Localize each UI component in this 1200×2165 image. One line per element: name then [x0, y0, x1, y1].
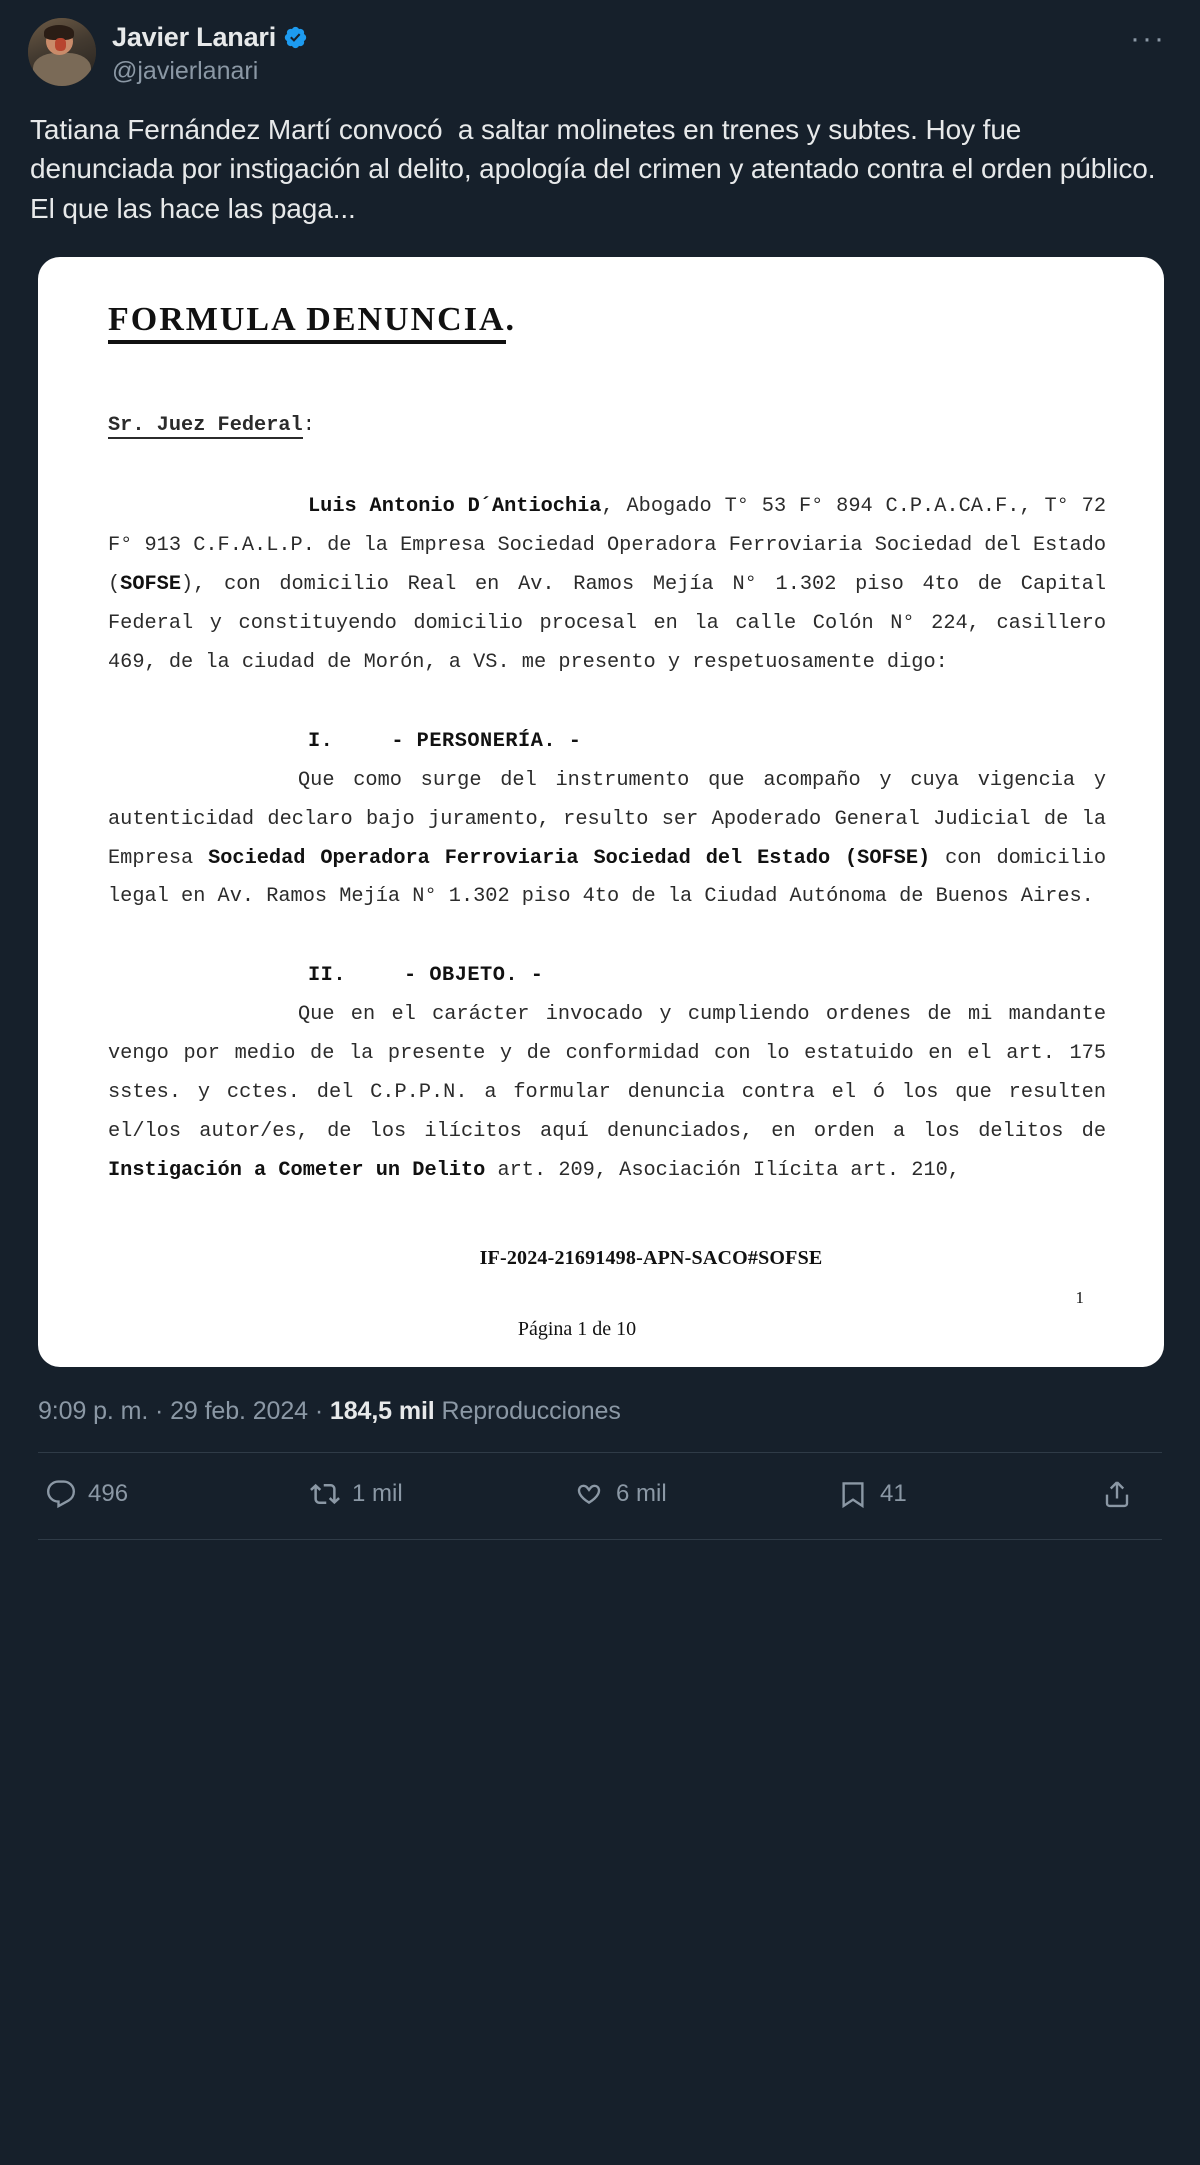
tweet-header: [0, 0, 1200, 88]
section-2-body-a: Que en el carácter invocado y cumpliendo ordenes de mi mandante vengo por medio de la presente y de conformidad con lo estatuido en el art. 175 sstes. y cctes. del C.P.P.N. a formular denuncia contra el ó los que resulten el/los autor/es, de los ilícitos aquí denunciados, en orden a los delitos de: [108, 1003, 1106, 1144]
salutation-colon: :: [302, 413, 315, 437]
share-button[interactable]: [1102, 1479, 1144, 1509]
verified-badge-icon: [283, 25, 308, 50]
display-name-row: [112, 22, 1130, 53]
avatar-body: [33, 53, 90, 86]
document-page-label: Página 1 de 10: [517, 1318, 637, 1341]
avatar[interactable]: [28, 18, 96, 86]
meta-separator: ·: [314, 1397, 324, 1426]
document-title-period: .: [505, 300, 516, 338]
section-1-title: - PERSONERÍA. -: [391, 729, 582, 753]
views-label[interactable]: Reproducciones: [441, 1397, 621, 1426]
tweet-time: 9:09 p. m.: [38, 1397, 149, 1426]
sofse-acronym: SOFSE: [120, 572, 182, 596]
attorney-credentials: , Abogado T° 53 F° 894 C.P.A.CA.F., T° 72 F° 913 C.F.A.L.P. de la Empresa Sociedad Operadora Ferroviaria Sociedad del Estado (: [108, 494, 1106, 596]
tweet-date: 29 feb. 2024: [170, 1397, 308, 1426]
section-1-body-c: con domicilio legal en Av. Ramos Mejía N° 1.302 piso 4to de la Ciudad Autónoma de Buenos Aires.: [108, 846, 1106, 909]
document-page-marker: 1: [1075, 1288, 1084, 1308]
document-title: [108, 301, 1112, 339]
bookmark-button[interactable]: [838, 1479, 1102, 1509]
document-if-code: IF-2024-21691498-APN-SACO#SOFSE: [479, 1247, 823, 1270]
retweet-icon: [310, 1479, 340, 1509]
document-body: [80, 407, 1112, 1191]
tweet-text: Tatiana Fernández Martí convocó a saltar molinetes en trenes y subtes. Hoy fue denunciada por instigación al delito, apología del crimen y atentado contra el orden público. El que las hace las paga...: [30, 113, 1164, 225]
bookmark-icon: [838, 1479, 868, 1509]
tweet-actions: [0, 1453, 1200, 1509]
reply-count: 496: [88, 1480, 129, 1508]
section-2-bold-offense: Instigación a Cometer un Delito: [108, 1159, 486, 1183]
section-2-heading: [108, 957, 1106, 996]
meta-separator: ·: [155, 1397, 164, 1426]
attorney-domicile: ), con domicilio Real en Av. Ramos Mejía N° 1.302 piso 4to de Capital Federal y constituyendo domicilio procesal en la calle Colón N° 224, casillero 469, de la ciudad de Morón, a VS. me presento y respetuosamente digo:: [108, 572, 1106, 674]
section-2-numeral: II.: [308, 964, 347, 988]
retweet-button[interactable]: [310, 1479, 574, 1509]
section-1-heading: [108, 723, 1106, 762]
views-count[interactable]: 184,5 mil: [329, 1397, 435, 1426]
salutation-text: Sr. Juez Federal: [108, 413, 303, 437]
section-1-bold-entity: Sociedad Operadora Ferroviaria Sociedad del Estado (SOFSE): [208, 846, 931, 870]
document-footer: [80, 1247, 1112, 1341]
document-paragraph-presentation: [108, 488, 1106, 683]
attorney-name: Luis Antonio D´Antiochia: [308, 494, 602, 518]
bookmark-count: 41: [880, 1480, 907, 1508]
avatar-detail: [55, 38, 66, 50]
section-2-body-c: art. 209, Asociación Ilícita art. 210,: [485, 1159, 960, 1183]
author-info: [112, 18, 1130, 88]
spacer: [108, 683, 1106, 723]
retweet-count: 1 mil: [352, 1480, 403, 1508]
section-1-paragraph: [108, 762, 1106, 918]
section-2-paragraph: [108, 996, 1106, 1191]
document-salutation: [108, 407, 1106, 446]
section-1-body-a: Que como surge del instrumento que acompaño y cuya vigencia y autenticidad declaro bajo juramento, resulto ser Apoderado General Judicial de la Empresa: [108, 768, 1106, 870]
reply-button[interactable]: [46, 1479, 310, 1509]
tweet-meta: [0, 1367, 1200, 1426]
spacer: [108, 917, 1106, 957]
section-2-title: - OBJETO. -: [404, 964, 544, 988]
comment-icon: [46, 1479, 76, 1509]
like-count: 6 mil: [616, 1480, 667, 1508]
more-options-icon[interactable]: ···: [1130, 22, 1166, 55]
like-button[interactable]: [574, 1479, 838, 1509]
display-name[interactable]: Javier Lanari: [112, 22, 277, 52]
divider-bottom: [38, 1539, 1162, 1540]
share-icon: [1102, 1479, 1132, 1509]
heart-icon: [574, 1479, 604, 1509]
section-1-numeral: I.: [308, 729, 334, 753]
document-title-text: FORMULA DENUNCIA: [108, 301, 506, 344]
handle[interactable]: @javierlanari: [112, 57, 259, 86]
document-attachment[interactable]: [38, 257, 1164, 1367]
